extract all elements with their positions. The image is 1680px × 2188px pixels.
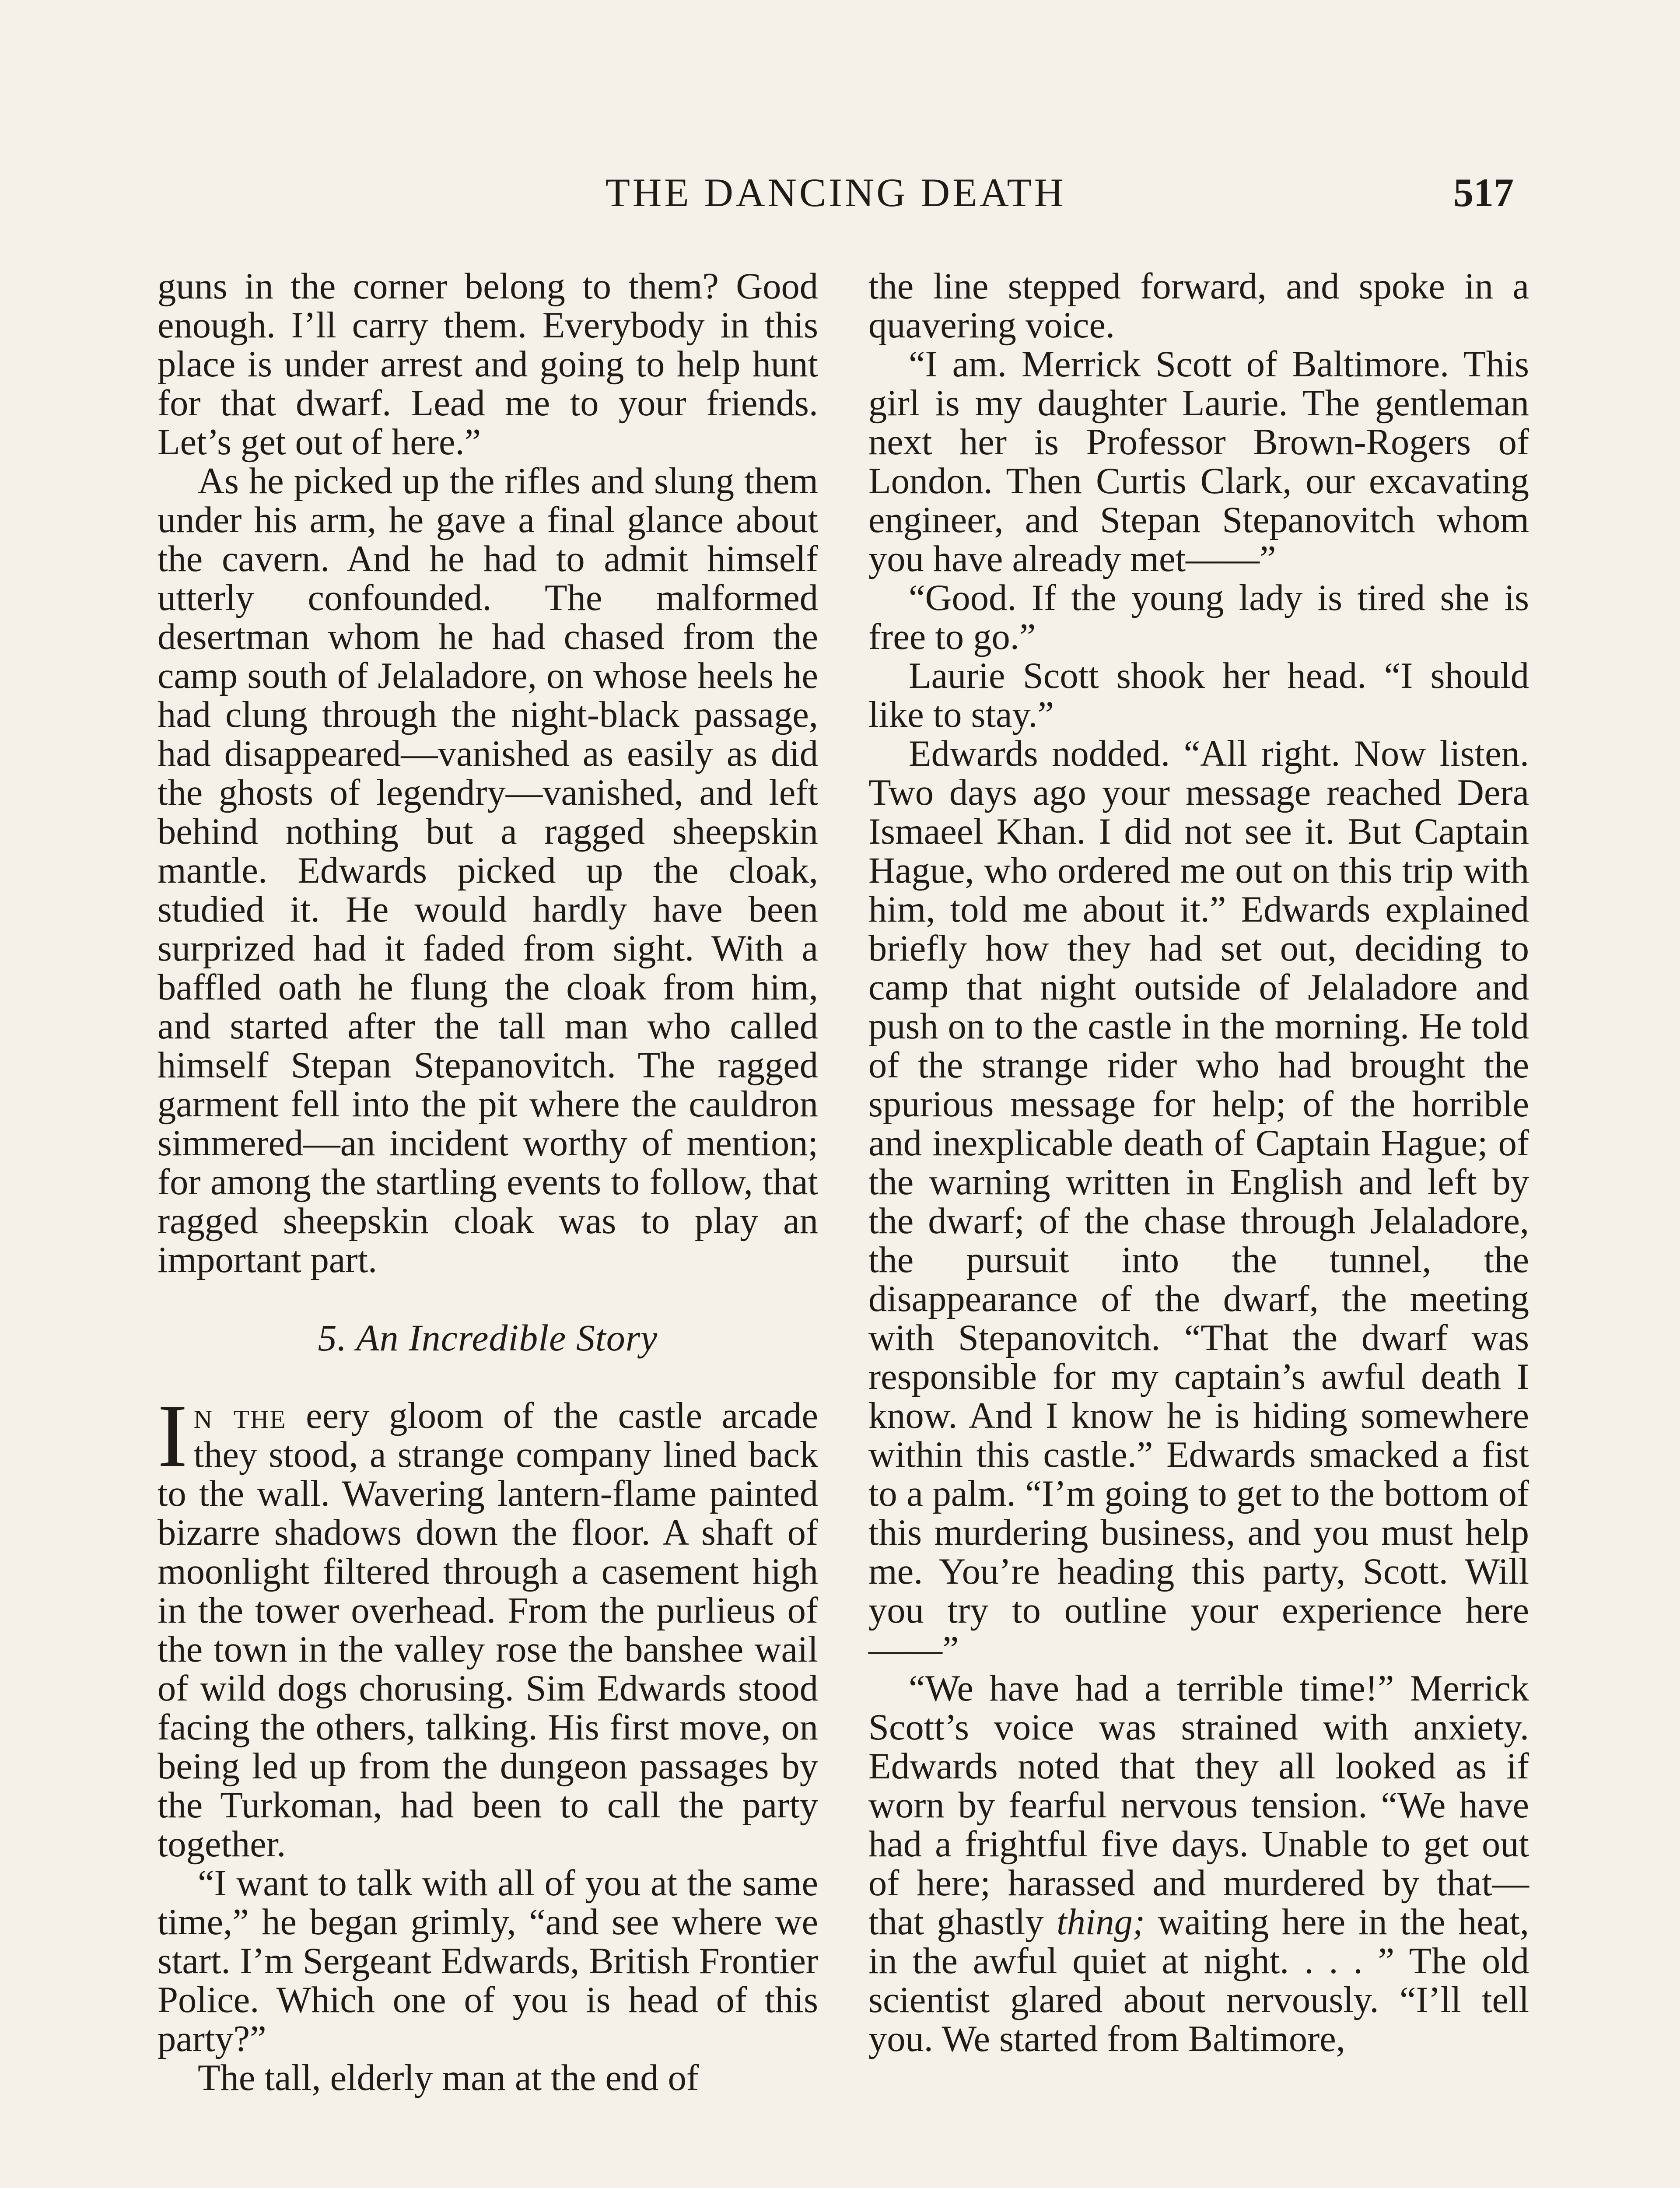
opening-paragraph <box>158 1385 818 1865</box>
page-header <box>158 158 1514 228</box>
running-head: THE DANCING DEATH <box>605 170 1066 215</box>
paragraph: As he picked up the rifles and slung them under his arm, he gave a final glance about the cavern. And he had to admit himself utterly confounded. The malformed desertman whom he had chased from the camp south of Jelaladore, on whose heels he had clung through the night-black passage, had disappeared—vanished as easily as did the ghosts of legendry—vanished, and left behind nothing but a ragged sheepskin mantle. Edwards picked up the cloak, studied it. He would hardly have been surprized had it faded from sight. With a baffled oath he flung the cloak from him, and started after the tall man who called himself Stepan Stepanovitch. The ragged garment fell into the pit where the cauldron simmered—an incident worthy of mention; for among the startling events to follow, that ragged sheepskin cloak was to play an important part. <box>158 461 818 1280</box>
paragraph-text: eery gloom of the castle arcade they stood, a strange company lined back to the wall. Wavering lantern-flame painted bizarre shadows down the floor. A shaft of moonlight filtered through a casement high in the tower overhead. From the purlieus of the town in the valley rose the banshee wail of wild dogs chorusing. Sim Edwards stood facing the others, talking. His first move, on being led up from the dungeon passages by the Turkoman, had been to call the party together. <box>158 1396 818 1865</box>
paragraph-text: waiting here in the heat, in the awful quiet at night. . . . ” The old scientist glared about nervously. “I’ll tell you. We started from Baltimore, <box>868 1902 1529 2059</box>
paragraph: The tall, elderly man at the end of <box>198 2058 699 2098</box>
paragraph: the line stepped forward, and spoke in a quavering voice. <box>868 266 1529 346</box>
paragraph: “I am. Merrick Scott of Baltimore. This girl is my daughter Laurie. The gentleman next her is Professor Brown-Rogers of London. Then Curtis Clark, our excavating engineer, and Stepan Stepanovitch whom you have already met——” <box>868 344 1529 579</box>
paragraph-text: “We have had a terrible time!” Merrick Scott’s voice was strained with anxiety. Edwards noted that they all looked as if worn by fearful nervous tension. “We have had a frightful five days. Unable to get out of here; harassed and murdered by that—that ghastly <box>868 1668 1529 1943</box>
paragraph: Laurie Scott shook her head. “I should like to stay.” <box>868 656 1529 735</box>
drop-cap: I <box>158 1385 188 1486</box>
paragraph <box>868 1669 1529 2058</box>
italic-word: thing; <box>1057 1902 1145 1943</box>
paragraph: “I want to talk with all of you at the same time,” he began grimly, “and see where we start. I’m Sergeant Edwards, British Frontier Police. Which one of you is head of this party?” <box>158 1863 818 2059</box>
paragraph: Edwards nodded. “All right. Now listen. Two days ago your message reached Dera Ismaeel Khan. I did not see it. But Captain Hague, who ordered me out on this trip with him, told me about it.” Edwards explained briefly how they had set out, deciding to camp that night outside of Jelaladore and push on to the castle in the morning. He told of the strange rider who had brought the spurious message for help; of the horrible and inexplicable death of Captain Hague; of the warning written in English and left by the dwarf; of the chase through Jelaladore, the pursuit into the tunnel, the disappearance of the dwarf, the meeting with Stepanovitch. “That the dwarf was responsible for my captain’s awful death I know. And I know he is hiding somewhere within this castle.” Edwards smacked a fist to a palm. “I’m going to get to the bottom of this murdering business, and you must help me. You’re heading this party, Scott. Will you try to outline your experience here——” <box>868 733 1529 1670</box>
paragraph: guns in the corner belong to them? Good enough. I’ll carry them. Everybody in this place is under arrest and going to help hunt for that dwarf. Lead me to your friends. Let’s get out of here.” <box>158 266 818 463</box>
section-heading: 5. An Incredible Story <box>318 1317 658 1359</box>
page-number: 517 <box>1453 170 1514 215</box>
right-column <box>868 267 1529 2058</box>
paragraph: “Good. If the young lady is tired she is free to go.” <box>868 578 1529 657</box>
small-caps-lead: n the <box>193 1396 287 1436</box>
left-column <box>158 267 818 2097</box>
